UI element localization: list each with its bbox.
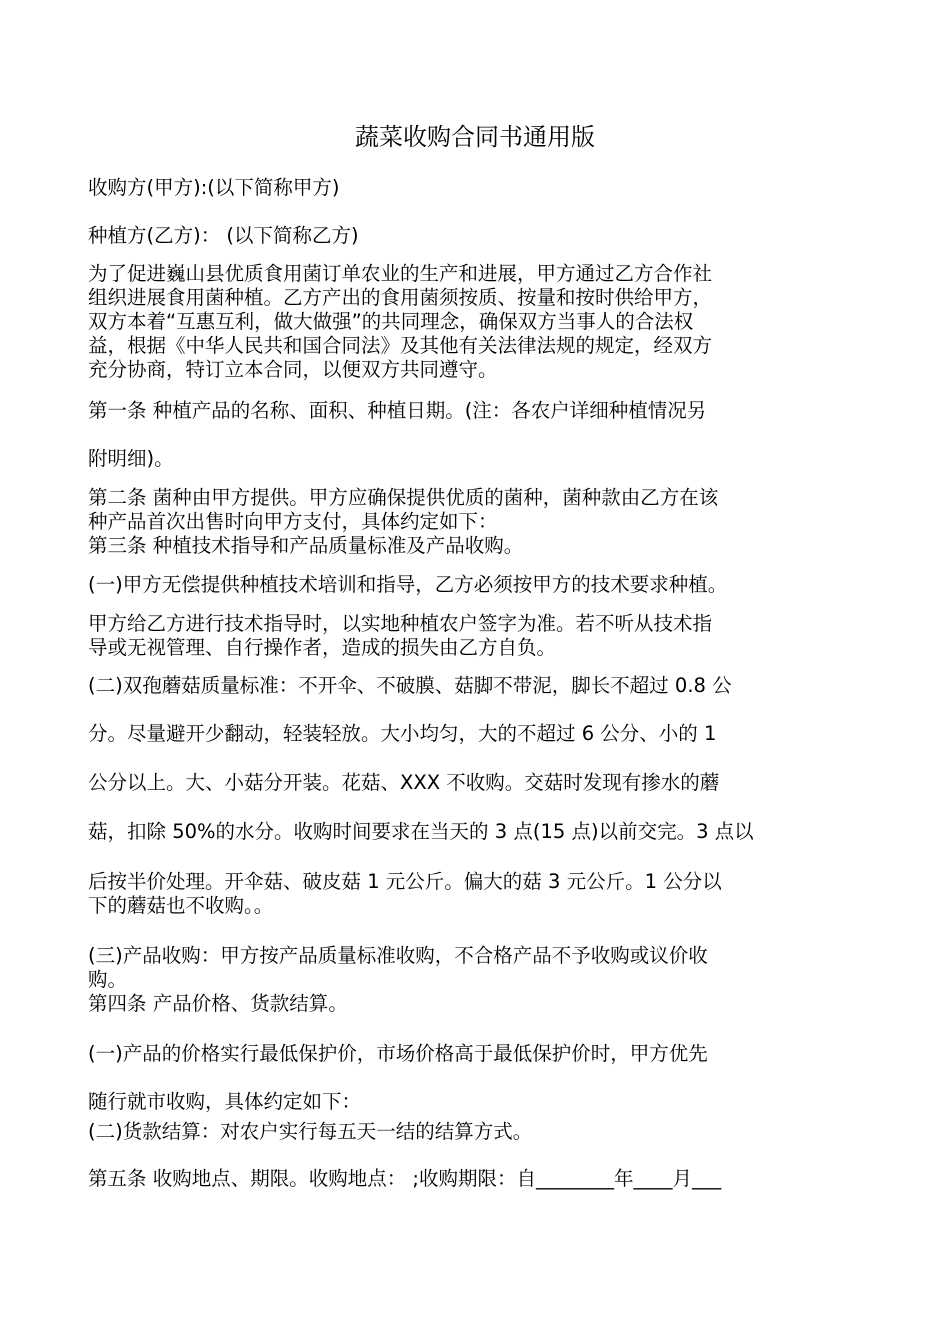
paragraph-line: 第三条 种植技术指导和产品质量标准及产品收购。 [88,534,524,557]
paragraph-line: 第一条 种植产品的名称、面积、种植日期。(注：各农户详细种植情况另 [88,399,707,422]
paragraph-buyer [88,176,868,200]
paragraph-line: 种产品首次出售时向甲方支付，具体约定如下： [88,510,498,533]
paragraph-line: (二)双孢蘑菇质量标准：不开伞、不破膜、菇脚不带泥，脚长不超过 0.8 公 [88,674,732,697]
paragraph-article3-2b [88,722,868,746]
paragraph-article1b [88,447,868,471]
paragraph-line: 导或无视管理、自行操作者，造成的损失由乙方自负。 [88,636,557,659]
paragraph-article5 [88,1167,868,1191]
paragraph-article4-1a [88,1042,868,1066]
paragraph-line: 后按半价处理。开伞菇、破皮菇 1 元公斤。偏大的菇 3 元公斤。1 公分以 [88,870,722,893]
paragraph-article4-2 [88,1120,868,1144]
paragraph-article3-2d [88,820,868,844]
paragraph-line: 随行就市收购，具体约定如下： [88,1090,362,1113]
paragraph-line: 分。尽量避开少翻动，轻装轻放。大小均匀，大的不超过 6 公分、小的 1 [88,722,717,745]
paragraph-line: 第四条 产品价格、货款结算。 [88,992,348,1015]
paragraph-article3-1 [88,573,868,597]
paragraph-preamble [88,262,868,382]
paragraph-line: (一)产品的价格实行最低保护价，市场价格高于最低保护价时，甲方优先 [88,1042,708,1065]
paragraph-article2 [88,486,868,558]
paragraph-line: 第二条 菌种由甲方提供。甲方应确保提供优质的菌种，菌种款由乙方在该 [88,486,719,509]
paragraph-line: 菇，扣除 50%的水分。收购时间要求在当天的 3 点(15 点)以前交完。3 点以 [88,820,754,843]
paragraph-line: 购。 [88,968,128,991]
paragraph-line: (三)产品收购：甲方按产品质量标准收购，不合格产品不予收购或议价收 [88,944,708,967]
paragraph-grower [88,224,868,248]
paragraph-article3-1b [88,612,868,660]
paragraph-line: 为了促进巍山县优质食用菌订单农业的生产和进展，甲方通过乙方合作社 [88,262,713,285]
paragraph-line: 收购方(甲方):(以下简称甲方) [88,176,340,199]
paragraph-article3-2c [88,771,868,795]
paragraph-line: 充分协商，特订立本合同，以便双方共同遵守。 [88,358,498,381]
paragraph-line: 种植方(乙方)： (以下简称乙方) [88,224,359,247]
paragraph-article3-2e [88,870,868,918]
paragraph-line: 双方本着“互惠互利，做大做强”的共同理念，确保双方当事人的合法权 [88,310,694,333]
paragraph-line: 组织进展食用菌种植。乙方产出的食用菌须按质、按量和按时供给甲方， [88,286,713,309]
document-title: 蔬菜收购合同书通用版 [355,123,595,151]
paragraph-article3-2a [88,674,868,698]
paragraph-line: 附明细)。 [88,447,174,470]
paragraph-line: 公分以上。大、小菇分开装。花菇、XXX 不收购。交菇时发现有掺水的蘑 [88,771,720,794]
paragraph-line: 益，根据《中华人民共和国合同法》及其他有关法律法规的规定，经双方 [88,334,713,357]
paragraph-line: 下的蘑菇也不收购。。 [88,894,274,917]
paragraph-article1a [88,399,868,423]
paragraph-article4-1b [88,1090,868,1114]
paragraph-article3-3 [88,944,868,1016]
paragraph-line: 第五条 收购地点、期限。收购地点： ;收购期限：自________年____月___ [88,1167,722,1190]
paragraph-line: (二)货款结算：对农户实行每五天一结的结算方式。 [88,1120,533,1143]
paragraph-line: 甲方给乙方进行技术指导时，以实地种植农户签字为准。若不听从技术指 [88,612,713,635]
paragraph-line: (一)甲方无偿提供种植技术培训和指导，乙方必须按甲方的技术要求种植。 [88,573,728,596]
